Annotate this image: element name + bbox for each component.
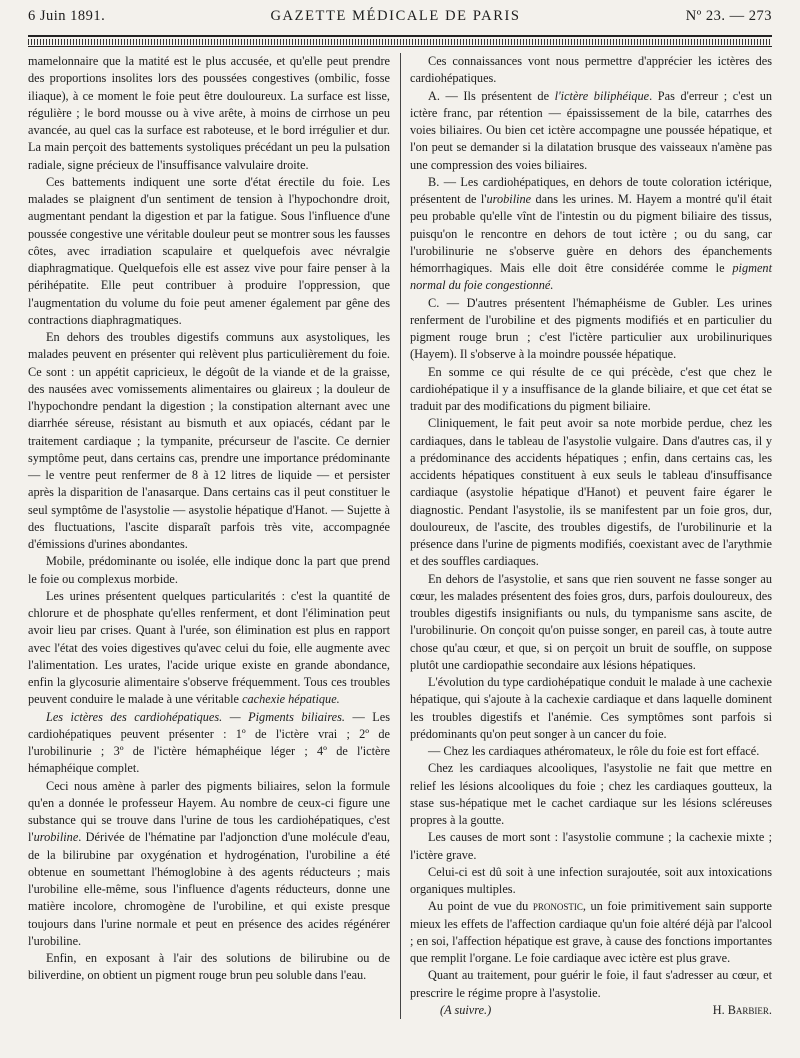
italic-run: l'ictère biliphéique — [554, 88, 650, 103]
text-columns — [28, 53, 772, 1019]
right-column — [410, 53, 772, 1019]
paragraph: En dehors de l'asystolie, et sans que rien souvent ne fasse songer au cœur, les malades présentent des foies gros, durs, parfois douloureux, des troubles digestifs insignifiants ou nuls, du tympanisme sans ascite, de l'urobilinurie. On conçoit qu'on puisse songer, en pareil cas, à toute autre chose qu'au cœur, et que, si on perçoit un bruit de souffle, on suppose plutôt une cardiopathie secondaire aux lésions hépatiques. — [410, 571, 772, 672]
paragraph: Ces battements indiquent une sorte d'état érectile du foie. Les malades se plaignent d'un sentiment de tension à l'hypochondre droit, augmentant pendant la digestion et par la fatigue. Sous l'influence d'une poussée congestive une véritable douleur peut se montrer sous les fausses côtes, avec irradiation scapulaire et quelquefois avec névralgie diaphragmatique. Quelquefois elle est assez vive pour faire penser à la périhépatite. Elle peut contribuer à produire l'oppression, que l'augmentation du volume du foie peut amener également par gêne des contractions diaphragmatiques. — [28, 174, 390, 327]
paragraph — [410, 88, 772, 174]
header-hatch-rule — [28, 39, 772, 45]
text-run: Les urines présentent quelques particularités : c'est la quantité de chlorure et de phosphate qu'elles renferment, et dont l'élimination peut avoir lieu par crises. Quant à l'urée, son élimination est plus en rapport avec l'état des voies digestives qu'avec celui du foie, elle augmente avec l'alimentation. Les urates, l'acide urique existe en grande abondance, enfin la glycosurie alimentaire s'observe fréquemment. Tous ces troubles peuvent conduire le malade à une véritable — [28, 588, 390, 707]
text-run: Ceci nous amène à parler des pigments biliaires, selon la formule qu'en a donnée le professeur Hayem. Au nombre de ceux-ci figure une substance qui se trouve dans l'urine de tous les cardiohépatiques, c'est l' — [28, 778, 390, 845]
column-divider — [400, 53, 401, 1019]
paragraph: C. — D'autres présentent l'hémaphéisme de Gubler. Les urines renferment de l'urobiline et des pigments modifiés et en particulier du pigment rouge brun ; c'est l'ictère particulier aux urobilinuriques (Hayem). Il s'observe à la moindre poussée hépatique. — [410, 295, 772, 362]
paragraph: En dehors des troubles digestifs communs aux asystoliques, les malades peuvent en présenter qui relèvent plus particulièrement du foie. Ce sont : un appétit capricieux, le dégoût de la viande et de la graisse, des nausées avec vomissements alimentaires ou glaireux ; la douleur de l'hypochondre pendant la digestion ; la constipation alternant avec une diarrhée séreuse, résistant au bismuth et aux opiacés, cédant par le traitement cardiaque ; la tympanite, précurseur de l'ascite. Ce dernier symptôme peut, dans certains cas, prendre une importance prédominante — le ventre peut renfermer de 8 à 12 litres de liquide — et persister après la disparition de l'anasarque. Dans certains cas il peut constituer le seul symptôme de l'asystolie — asystolie hépatique d'Hanot. — Sujette à des fluctuations, l'ascite disparaît parfois très vite, accompagnée d'émissions d'urines abondantes. — [28, 330, 390, 551]
paragraph: Ces connaissances vont nous permettre d'apprécier les ictères des cardiohépatiques. — [410, 54, 772, 86]
paragraph: Mobile, prédominante ou isolée, elle indique donc la part que prend le foie ou complexus morbide. — [28, 554, 390, 586]
paragraph — [28, 778, 390, 951]
header-issue: Nº 23. — 273 — [685, 8, 772, 24]
header-title: GAZETTE MÉDICALE DE PARIS — [270, 8, 521, 24]
paragraph: Cliniquement, le fait peut avoir sa note morbide perdue, chez les cardiaques, dans le tableau de l'asystolie vulgaire. Dans d'autres cas, il y a prédominance des accidents hépatiques ; enfin, dans certains cas, les accidents hépatiques constituent à eux seuls le tableau d'insuffisance cardiaque (asystolie hépatique d'Hanot) et peuvent faire égarer le diagnostic. Pendant l'asystolie, ils se manifestent par un foie gros, dur, douloureux, de l'ascite, des troubles digestifs, de l'urobilinurie et la présence dans l'urine de pigments modifiés, coexistant avec de l'arythmie et des souffles cardiaques. — [410, 416, 772, 569]
text-run: . Dérivée de l'hématine par l'adjonction d'une molécule d'eau, de la bilirubine par oxygénation et hydrogénation, l'urobiline a été obtenue en soumettant l'hémoglobine à des agents réducteurs ; mais l'urobiline elle-même, sous l'influence d'agents réducteurs, donne une matière incolore, chromogène de l'urobiline, et qui existe presque toujours dans l'urine normale et peut en présence des acides régénérer l'urobiline. — [28, 830, 390, 948]
header-date: 6 Juin 1891. — [28, 8, 106, 24]
paragraph: Les causes de mort sont : l'asystolie commune ; la cachexie mixte ; l'ictère grave. — [410, 830, 772, 862]
smallcaps-run: pronostic — [532, 899, 583, 914]
header-rule-bottom — [28, 46, 772, 47]
italic-run: cachexie hépatique. — [242, 692, 340, 707]
paragraph: L'évolution du type cardiohépatique conduit le malade à une cachexie hépatique, qui s'ajoute à la cachexie cardiaque et dans laquelle dominent les troubles digestifs et l'anémie. Ces symptômes sont parfois si prédominants qu'on peut songer à un cancer du foie. — [410, 675, 772, 741]
italic-run: urobiline — [33, 830, 79, 845]
paragraph: En somme ce qui résulte de ce qui précède, c'est que chez le cardiohépatique il y a insuffisance de la glande biliaire, et que cet état se traduit par des modifications du pigment biliaire. — [410, 364, 772, 413]
paragraph: Chez les cardiaques alcooliques, l'asystolie ne fait que mettre en relief les lésions alcooliques du foie ; chez les cardiaques goutteux, la stase sus-hépatique met le cachet cardiaque sur les lésions scléreuses propres à la goutte. — [410, 761, 772, 827]
text-run: , un foie primitivement sain supporte mieux les effets de l'affection cardiaque qu'un foie altéré déjà par l'alcool ; en soi, l'affection hépatique est grave, à cause des fonctions importantes que remplit l'organe. Le foie cardiaque avec ictère est plus grave. — [410, 899, 773, 965]
author-name: H. Barbier. — [712, 1002, 772, 1017]
text-run: B. — Les cardiohépatiques, en dehors de toute coloration ictérique, présentent de l' — [410, 174, 772, 206]
text-run: Au point de vue du — [428, 899, 533, 914]
page-header — [28, 8, 772, 32]
paragraph: mamelonnaire que la matité est le plus accusée, et qu'elle peut prendre des proportions insolites lors des poussées congestives (ombilic, fosse iliaque), à ce moment le foie peut être douloureux. La surface est lisse, régulière ; le bord mousse ou à vive arête, à moins de cirrhose un peu avancée, au quel cas la surface est raboteuse, et le bord irrégulier et dur. La main perçoit des battements systoliques précédant un peu la pulsation radiale, signe précieux de l'insuffisance valvulaire droite. — [28, 54, 390, 172]
text-run: . Pas d'erreur ; c'est un ictère franc, par rétention — épaississement de la bile, catarrhes des voies biliaires. Ou bien cet ictère accompagne une poussée hépatique, et l'on peut se demander si la dilatation brusque des vaisseaux n'amène pas une compression des voies biliaires. — [410, 88, 772, 172]
left-column — [28, 53, 390, 1019]
signature-line — [410, 1002, 772, 1019]
paragraph: Enfin, en exposant à l'air des solutions de bilirubine ou de biliverdine, on obtient un pigment rouge brun peu soluble dans l'eau. — [28, 951, 390, 983]
paragraph — [410, 898, 772, 967]
text-run: A. — Ils présentent de — [428, 88, 555, 103]
italic-run: urobiline — [486, 192, 532, 206]
paragraph — [410, 174, 772, 295]
section-heading: Les ictères des cardiohépatiques. — Pigments biliaires. — [46, 709, 345, 724]
paragraph — [28, 588, 390, 709]
to-be-continued: (A suivre.) — [440, 1002, 492, 1017]
italic-run: pigment normal du foie congestionné. — [410, 261, 772, 293]
paragraph: Quant au traitement, pour guérir le foie, il faut s'adresser au cœur, et prescrire le régime propre à l'asystolie. — [410, 968, 772, 1000]
paragraph: Celui-ci est dû soit à une infection surajoutée, soit aux intoxications organiques multiples. — [410, 864, 772, 896]
text-run: dans les urines. M. Hayem a montré qu'il était peu probable qu'elle vînt de l'intestin ou du pigment biliaire des tissus, puisqu'on le rencontre en dehors de tout ictère ; ou du sang, car l'urobilinurie ne s'observe guère en dehors des épanchements hémorrhagiques. Mais elle doit être considérée comme le — [410, 192, 773, 275]
header-rule — [28, 35, 772, 37]
text-run: — Les cardiohépatiques peuvent présenter : 1º de l'ictère vrai ; 2º de l'urobilinurie ; 3º de l'ictère hémaphéique léger ; 4º de l'ictère hémaphéique complet. — [28, 709, 390, 776]
paragraph: — Chez les cardiaques athéromateux, le rôle du foie est fort effacé. — [428, 744, 760, 758]
section-heading-paragraph — [28, 709, 390, 778]
